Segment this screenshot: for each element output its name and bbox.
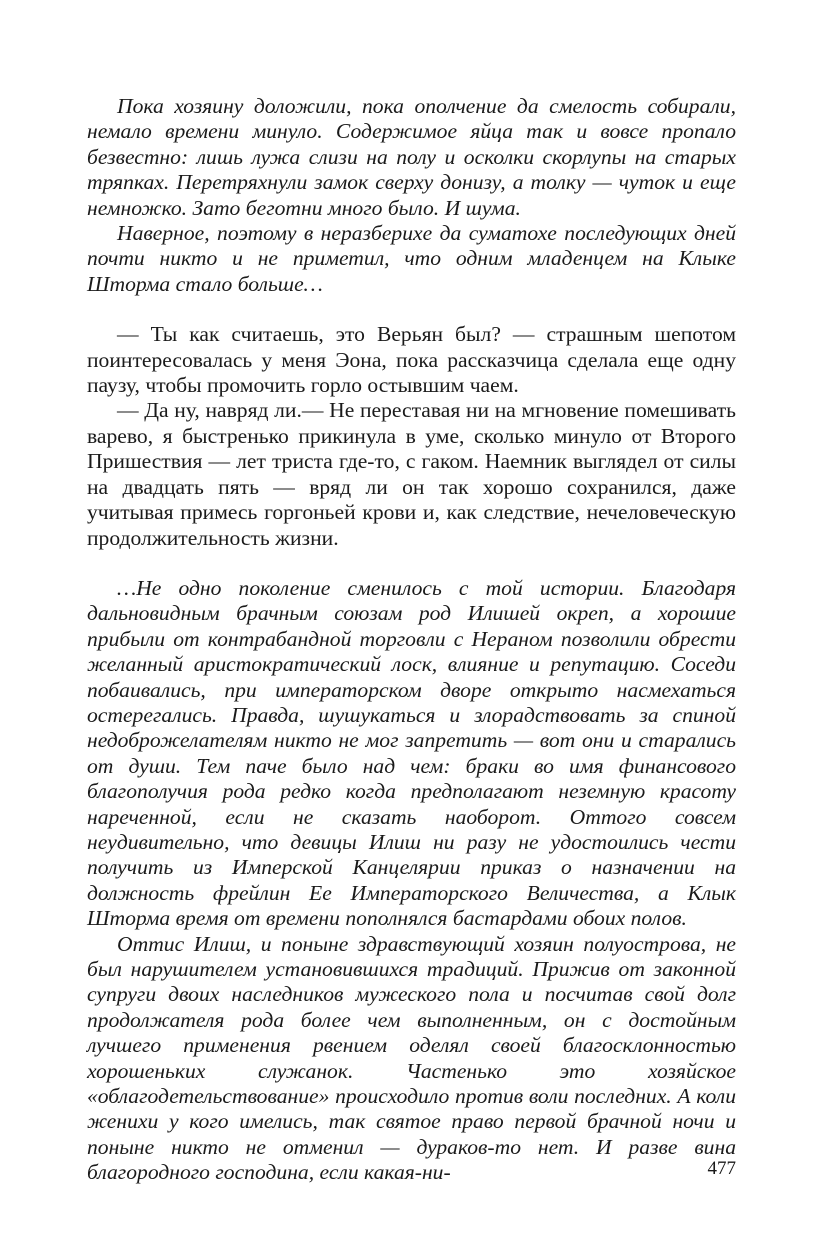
page-number: 477 xyxy=(707,1158,736,1179)
paragraph: …Не одно поколение сменилось с той истории. Благодаря дальновидным брачным союзам род Илишей окреп, а хорошие прибыли от контрабандной торговли с Нераном позволили обрести желанный аристократический лоск, влияние и репутацию. Соседи побаивались, при императорском дворе открыто насмехаться остерегались. Правда, шушукаться и злорадствовать за спиной недоброжелателям никто не мог запретить — вот они и старались от души. Тем паче было над чем: браки во имя финансового благополучия рода редко когда предполагают неземную красоту нареченной, если не сказать наоборот. Оттого совсем неудивительно, что девицы Илиш ни разу не удостоились чести получить из Имперской Канцелярии приказ о назначении на должность фрейлин Ее Императорского Величества, а Клык Шторма время от времени пополнялся бастардами обоих полов. xyxy=(87,575,736,931)
paragraph: — Да ну, навряд ли.— Не переставая ни на мгновение помешивать варево, я быстренько прикинула в уме, сколько минуло от Второго Пришествия — лет триста где-то, с гаком. Наемник выглядел от силы на двадцать пять — вряд ли он так хорошо сохранился, даже учитывая примесь горгоньей крови и, как следствие, нечеловеческую продолжительность жизни. xyxy=(87,398,736,550)
paragraph: Пока хозяину доложили, пока ополчение да смелость собирали, немало времени минуло. Содержимое яйца так и вовсе пропало безвестно: лишь лужа слизи на полу и осколки скорлупы на старых тряпках. Перетряхнули замок сверху донизу, а толку — чуток и еще немножко. Зато беготни много было. И шума. xyxy=(87,94,736,220)
paragraph: Оттис Илиш, и поныне здравствующий хозяин полуострова, не был нарушителем установившихся традиций. Прижив от законной супруги двоих наследников мужеского пола и посчитав свой долг продолжателя рода более чем выполненным, он с достойным лучшего применения рвением оделял своей благосклонностью хорошеньких служанок. Частенько это хозяйское «облагодетельствование» происходило против воли последних. А коли женихи у кого имелись, так святое право первой брачной ночи и поныне никто не отменил — дураков-то нет. И разве вина благородного господина, если какая-ни- xyxy=(87,931,736,1185)
paragraph: — Ты как считаешь, это Верьян был? — страшным шепотом поинтересовалась у меня Эона, пока рассказчица сделала еще одну паузу, чтобы промочить горло остывшим чаем. xyxy=(87,322,736,398)
section-break xyxy=(87,551,736,576)
section-break xyxy=(87,297,736,322)
page-body xyxy=(87,94,736,1186)
paragraph: Наверное, поэтому в неразберихе да суматохе последующих дней почти никто и не приметил, что одним младенцем на Клыке Шторма стало больше… xyxy=(87,221,736,296)
